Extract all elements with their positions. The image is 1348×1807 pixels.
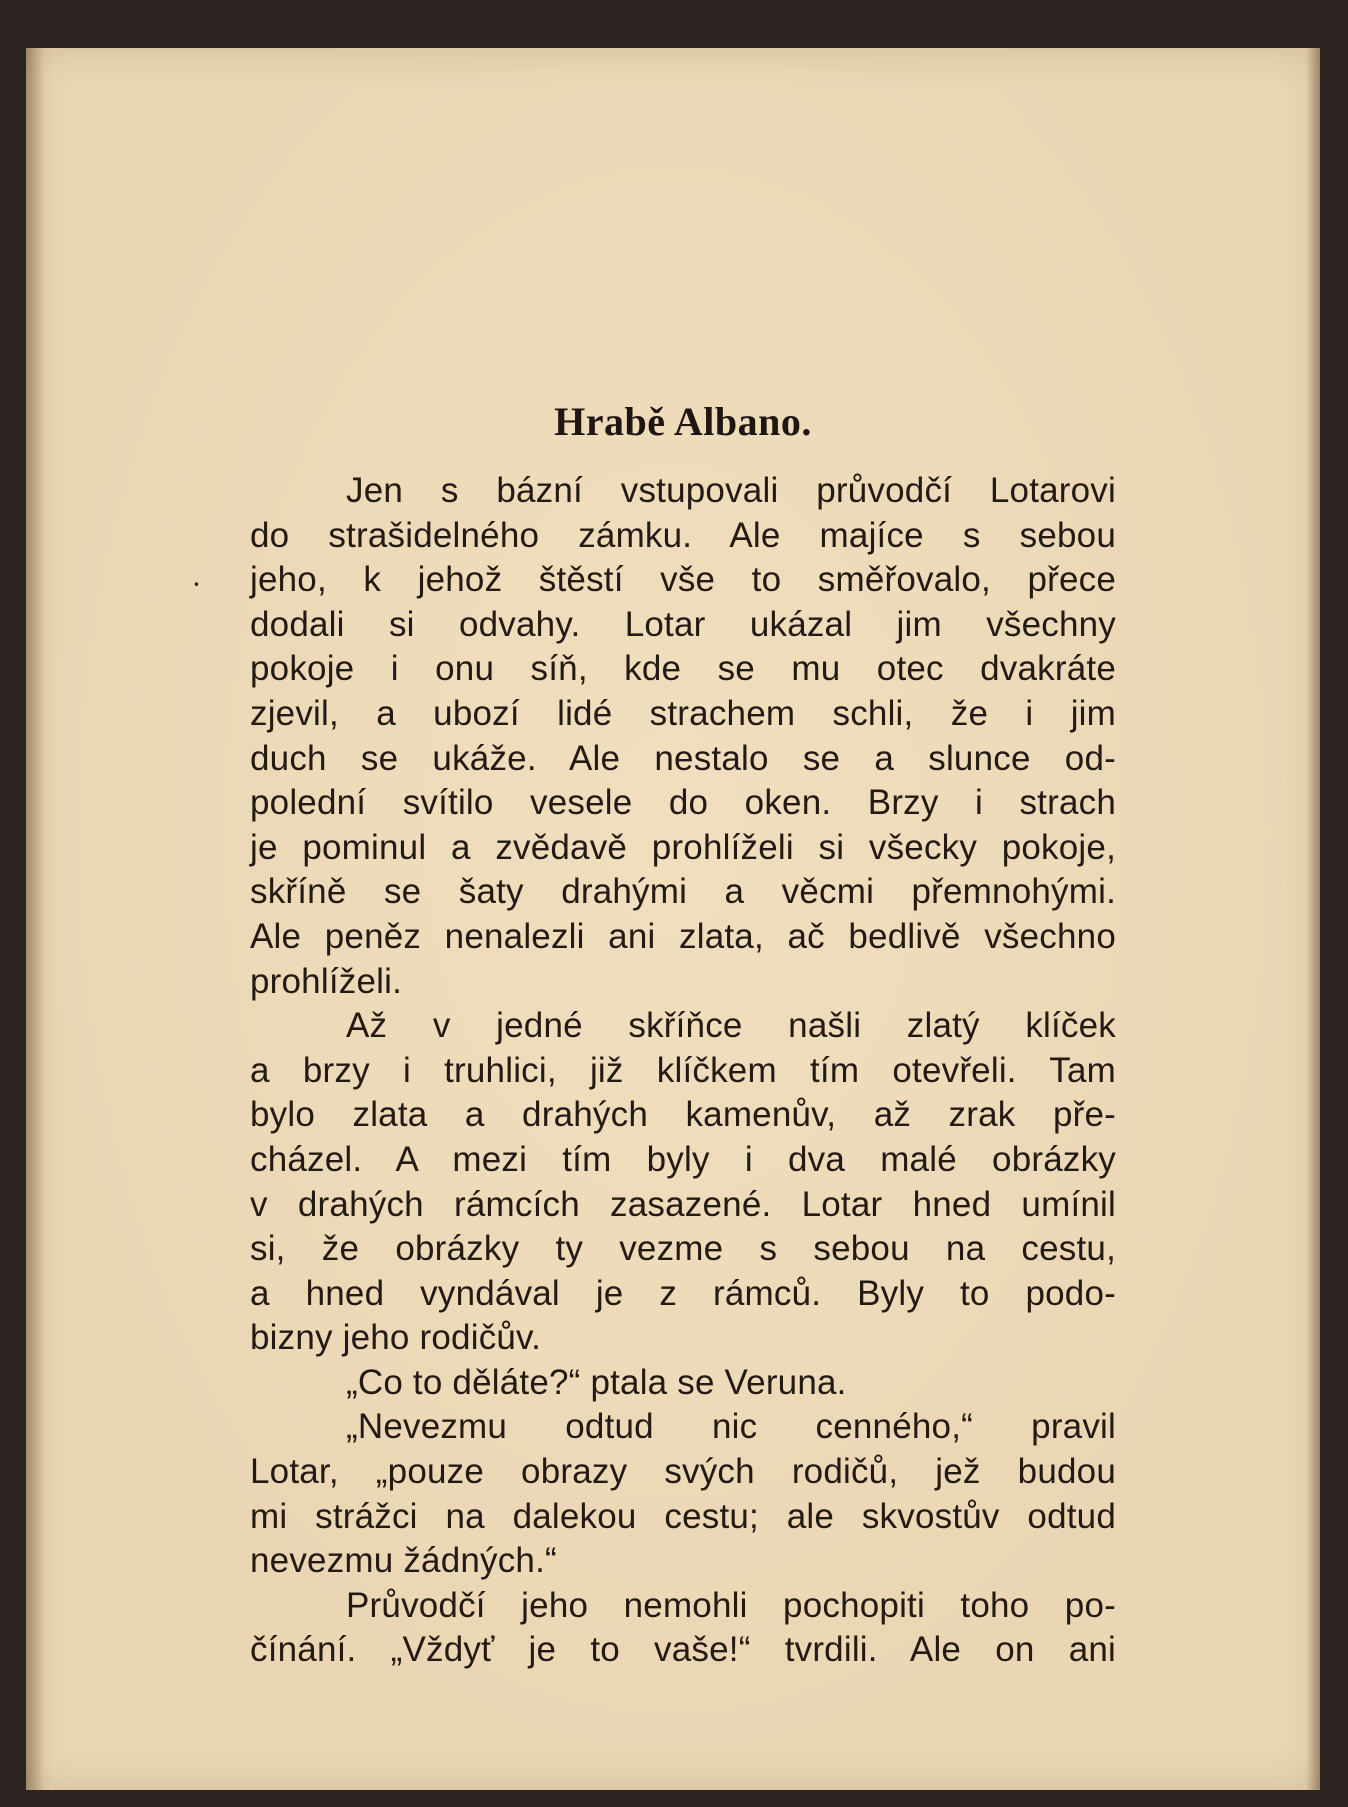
- text-line: pokoje i onu síň, kde se mu otec dvakráte: [250, 649, 1116, 689]
- text-line: do strašidelného zámku. Ale majíce s sebou: [250, 515, 1116, 555]
- page-edge-shadow: [1306, 48, 1320, 1790]
- text-line: polední svítilo vesele do oken. Brzy i strach: [250, 783, 1116, 823]
- paragraph-4: [250, 1405, 1116, 1583]
- text-line: Lotar, „pouze obrazy svých rodičů, jež budou: [250, 1452, 1116, 1492]
- book-page: [26, 48, 1320, 1790]
- text-line: si, že obrázky ty vezme s sebou na cestu,: [250, 1229, 1116, 1269]
- paragraph-5: [250, 1584, 1116, 1673]
- text-line: cházel. A mezi tím byly i dva malé obrázky: [250, 1139, 1116, 1179]
- chapter-title: Hrabě Albano.: [554, 399, 812, 444]
- text-line: jeho, k jehož štěstí vše to směřovalo, přece: [250, 560, 1116, 600]
- text-line: skříně se šaty drahými a věcmi přemnohými.: [250, 872, 1116, 912]
- text-line: čínání. „Vždyť je to vaše!“ tvrdili. Ale on ani: [250, 1630, 1116, 1670]
- text-line: a hned vyndával je z rámců. Byly to podo-: [250, 1273, 1116, 1313]
- paragraph-3: [250, 1361, 1116, 1406]
- binding-shadow: [26, 48, 44, 1790]
- text-line: Ale peněz nenalezli ani zlata, ač bedlivě všechno: [250, 916, 1116, 956]
- page-text-block: [250, 398, 1116, 1673]
- text-line: mi strážci na dalekou cestu; ale skvostův odtud: [250, 1496, 1116, 1536]
- text-line: bylo zlata a drahých kamenův, až zrak pře-: [250, 1095, 1116, 1135]
- margin-mark: ·: [192, 568, 201, 601]
- text-line: a brzy i truhlici, již klíčkem tím otevřeli. Tam: [250, 1050, 1116, 1090]
- text-line: Jen s bázní vstupovali průvodčí Lotarovi: [346, 471, 1116, 510]
- text-line: prohlíželi.: [250, 961, 402, 1001]
- text-line: je pominul a zvědavě prohlíželi si všecky pokoje,: [250, 827, 1116, 867]
- text-line: zjevil, a ubozí lidé strachem schli, že i jim: [250, 693, 1116, 733]
- text-line: nevezmu žádných.“: [250, 1541, 557, 1581]
- text-line: duch se ukáže. Ale nestalo se a slunce od-: [250, 738, 1116, 778]
- text-line: Průvodčí jeho nemohli pochopiti toho po-: [346, 1585, 1116, 1625]
- text-line: v drahých rámcích zasazené. Lotar hned umínil: [250, 1184, 1116, 1224]
- text-line: dodali si odvahy. Lotar ukázal jim všechny: [250, 604, 1116, 644]
- text-line: „Co to děláte?“ ptala se Veruna.: [346, 1362, 847, 1402]
- text-line: bizny jeho rodičův.: [250, 1318, 542, 1358]
- text-line: Až v jedné skříňce našli zlatý klíček: [346, 1006, 1116, 1046]
- text-line: „Nevezmu odtud nic cenného,“ pravil: [346, 1407, 1116, 1447]
- paragraph-2: [250, 1004, 1116, 1361]
- paragraph-1: [250, 469, 1116, 1004]
